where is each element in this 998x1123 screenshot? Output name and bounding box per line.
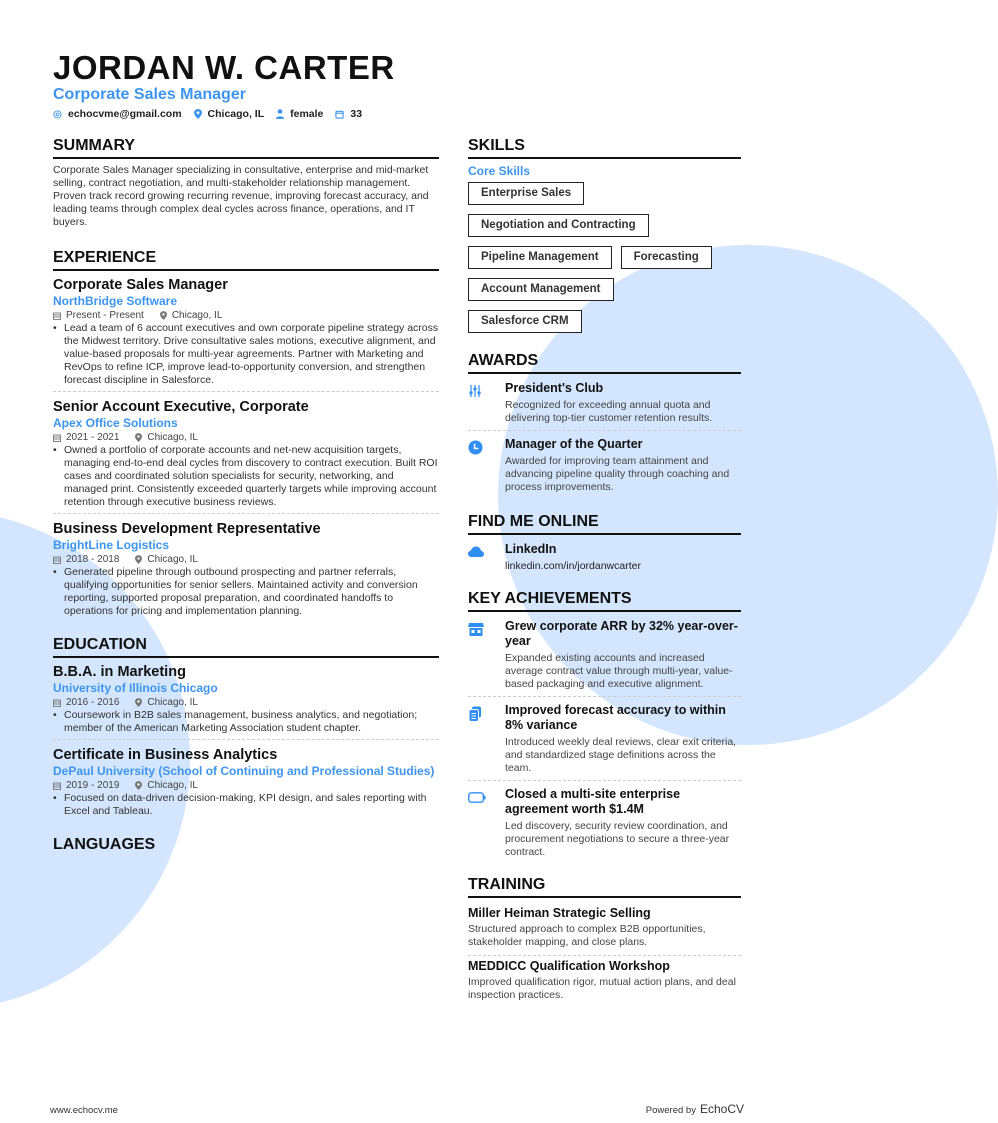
resume-header <box>53 50 395 120</box>
calendar-icon <box>53 782 61 790</box>
location-text: Chicago, IL <box>147 554 198 565</box>
education-meta <box>53 696 439 709</box>
education-location <box>135 696 198 709</box>
achievement-desc: Expanded existing accounts and increased average contract value through multi-year, value-based packaging and executive alignment. <box>505 652 733 690</box>
contact-email[interactable] <box>53 108 182 120</box>
award-entry <box>468 379 741 431</box>
achievements-section <box>468 590 741 864</box>
degree-title: Certificate in Business Analytics <box>53 747 278 763</box>
copy-document-icon <box>468 706 482 722</box>
training-heading: TRAINING <box>468 876 741 898</box>
skill-tag: Account Management <box>468 278 614 301</box>
gender-text: female <box>290 108 324 120</box>
email-text: echocvme@gmail.com <box>68 108 182 120</box>
training-entry <box>468 956 741 1008</box>
achievement-desc: Introduced weekly deal reviews, clear exit criteria, and standardized stage definitions across the team. <box>505 736 737 774</box>
linkedin-link[interactable]: linkedin.com/in/jordanwcarter <box>505 560 641 572</box>
awards-section <box>468 352 741 499</box>
location-pin-icon <box>194 109 202 119</box>
calendar-icon <box>53 434 61 442</box>
dates-text: 2018 - 2018 <box>66 554 120 565</box>
right-column <box>468 137 741 1022</box>
battery-icon <box>468 792 486 803</box>
job-title: Corporate Sales Manager <box>53 277 228 293</box>
award-title: Manager of the Quarter <box>505 437 643 451</box>
footer-powered-by[interactable] <box>646 1102 744 1116</box>
at-icon <box>53 110 62 119</box>
job-title: Business Development Representative <box>53 521 321 537</box>
training-title: Miller Heiman Strategic Selling <box>468 906 651 920</box>
award-desc: Awarded for improving team attainment and advancing pipeline quality through coaching and process improvements. <box>505 455 730 493</box>
awards-heading: AWARDS <box>468 352 741 374</box>
location-text: Chicago, IL <box>147 697 198 708</box>
education-section <box>53 636 439 822</box>
location-pin-icon <box>135 781 142 790</box>
experience-heading: EXPERIENCE <box>53 249 439 271</box>
contact-location <box>194 108 265 120</box>
skills-section <box>468 137 741 342</box>
education-bullet: • Coursework in B2B sales management, business analytics, and negotiation; member of the American Marketing Association student chapter. <box>53 709 439 735</box>
contact-gender <box>276 108 323 120</box>
summary-heading: SUMMARY <box>53 137 439 159</box>
experience-entry <box>53 276 439 392</box>
location-text: Chicago, IL <box>171 310 223 321</box>
powered-by-label: Powered by <box>645 1105 696 1116</box>
skill-tag: Enterprise Sales <box>468 182 584 205</box>
job-bullet: • Lead a team of 6 account executives and own corporate pipeline strategy across the Midwest territory. Drive consultative sales motions, executive alignment, and value-based proposals for multi-year agreements. Partner with Marketing and RevOps to refine ICP, improve lead-to-opportunity conversion, and strengthen forecast discipline in Salesforce. <box>53 322 439 386</box>
job-dates <box>53 431 119 444</box>
location-text: Chicago, IL <box>147 432 198 443</box>
location-pin-icon <box>135 698 142 707</box>
job-meta <box>53 309 439 322</box>
dates-text: Present - Present <box>66 310 144 321</box>
skill-tag: Pipeline Management <box>468 246 612 269</box>
award-entry <box>468 435 741 499</box>
school-name: DePaul University (School of Continuing and Professional Studies) <box>53 764 435 778</box>
bullet-text: Generated pipeline through outbound prospecting and partner referrals, qualifying opportunities for senior sellers. Maintained activity and conversion reporting, supported proposal preparation, and coordinated handoffs to operations for pricing and implementation planning. <box>64 566 418 617</box>
clock-icon <box>468 440 483 455</box>
education-heading: EDUCATION <box>53 636 439 658</box>
skill-tag: Salesforce CRM <box>468 310 582 333</box>
education-location <box>135 779 198 792</box>
left-column <box>53 137 439 853</box>
skills-heading: SKILLS <box>468 137 741 159</box>
age-text: 33 <box>350 108 363 120</box>
job-title: Senior Account Executive, Corporate <box>53 399 309 415</box>
location-pin-icon <box>135 555 142 564</box>
cloud-icon <box>468 546 484 558</box>
degree-title: B.B.A. in Marketing <box>53 664 186 680</box>
skill-tag: Negotiation and Contracting <box>468 214 649 237</box>
experience-entry <box>53 398 439 514</box>
education-bullet: • Focused on data-driven decision-making, KPI design, and sales reporting with Excel and Tableau. <box>53 792 439 818</box>
company-name: NorthBridge Software <box>53 294 178 308</box>
achievement-desc: Led discovery, security review coordination, and procurement negotiations to secure a three-year contract. <box>505 820 730 858</box>
dates-text: 2016 - 2016 <box>66 697 120 708</box>
location-text: Chicago, IL <box>147 780 198 791</box>
company-name: Apex Office Solutions <box>53 416 178 430</box>
job-dates <box>53 553 119 566</box>
job-dates <box>53 309 144 322</box>
award-desc: Recognized for exceeding annual quota and delivering top-tier customer retention results. <box>505 399 713 424</box>
training-title: MEDDICC Qualification Workshop <box>468 959 670 973</box>
job-meta <box>53 431 439 444</box>
training-section <box>468 876 741 1008</box>
achievement-entry <box>468 701 741 781</box>
calendar-icon <box>53 556 61 564</box>
bullet-text: Lead a team of 6 account executives and own corporate pipeline strategy across the Midwest territory. Drive consultative sales motions, executive alignment, and value-based proposals for multi-year agreements. Partner with Marketing and RevOps to refine ICP, improve lead-to-opportunity conversion, and strengthen forecast discipline in Salesforce. <box>64 322 439 386</box>
training-desc: Improved qualification rigor, mutual action plans, and deal inspection practices. <box>468 976 736 1001</box>
job-meta <box>53 553 439 566</box>
summary-section <box>53 137 439 229</box>
bullet-text: Coursework in B2B sales management, business analytics, and negotiation; member of the American Marketing Association student chapter. <box>64 709 418 734</box>
achievement-title: Improved forecast accuracy to within 8% variance <box>505 703 726 732</box>
candidate-name: JORDAN W. CARTER <box>53 49 395 86</box>
dates-text: 2019 - 2019 <box>66 780 120 791</box>
education-entry <box>53 746 439 822</box>
education-entry <box>53 663 439 740</box>
job-bullet: • Generated pipeline through outbound prospecting and partner referrals, qualifying opportunities for senior sellers. Maintained activity and conversion reporting, supported proposal preparation, and coordinated handoffs to operations for pricing and implementation planning. <box>53 566 439 618</box>
experience-entry <box>53 520 439 622</box>
footer-website[interactable]: www.echocv.me <box>50 1105 118 1116</box>
school-name: University of Illinois Chicago <box>53 681 218 695</box>
calendar-icon <box>335 110 344 119</box>
education-dates <box>53 779 119 792</box>
skill-tag: Forecasting <box>621 246 712 269</box>
online-entry[interactable] <box>468 540 741 578</box>
contact-age <box>335 108 362 120</box>
languages-heading: LANGUAGES <box>53 836 156 853</box>
skills-subheading: Core Skills <box>468 164 531 178</box>
calendar-icon <box>53 699 61 707</box>
achievement-title: Closed a multi-site enterprise agreement worth $1.4M <box>505 787 681 816</box>
store-icon <box>468 622 484 637</box>
brand-name: EchoCV <box>699 1102 744 1116</box>
bullet-text: Focused on data-driven decision-making, KPI design, and sales reporting with Excel and Tableau. <box>64 792 427 817</box>
location-text: Chicago, IL <box>207 108 265 120</box>
candidate-title: Corporate Sales Manager <box>53 86 246 103</box>
experience-section <box>53 249 439 622</box>
training-entry <box>468 903 741 956</box>
online-heading: FIND ME ONLINE <box>468 513 741 535</box>
job-bullet: • Owned a portfolio of corporate accounts and net-new acquisition targets, managing end-to-end deal cycles from discovery to contract execution. Built ROI cases and coordinated solution specialists for security, networking, and managed print. Consistently exceeded quarterly targets while improving account retention through executive business reviews. <box>53 444 438 508</box>
achievement-entry <box>468 617 741 697</box>
achievement-title: Grew corporate ARR by 32% year-over-year <box>505 619 738 648</box>
award-title: President's Club <box>505 381 604 395</box>
job-location <box>160 309 223 322</box>
person-icon <box>276 109 284 119</box>
location-pin-icon <box>160 311 167 320</box>
achievements-heading: KEY ACHIEVEMENTS <box>468 590 741 612</box>
skill-tags <box>468 182 741 342</box>
job-location <box>135 431 198 444</box>
education-dates <box>53 696 119 709</box>
job-location <box>135 553 198 566</box>
training-desc: Structured approach to complex B2B opportunities, stakeholder mapping, and close plans. <box>468 923 706 948</box>
languages-heading-clipped <box>53 836 439 853</box>
summary-text: Corporate Sales Manager specializing in consultative, enterprise and mid-market selling, contract negotiation, and multi-stakeholder relationship management. Proven track record growing recurring revenue, improving forecast accuracy, and leading teams through complex deal cycles across finance, operations, and IT buyers. <box>53 164 429 228</box>
company-name: BrightLine Logistics <box>53 538 170 552</box>
bullet-text: Owned a portfolio of corporate accounts and net-new acquisition targets, managing end-to-end deal cycles from discovery to contract execution. Built ROI cases and coordinated solution specialists for security, networking, and managed print. Consistently exceeded quarterly targets while improving account retention through executive business reviews. <box>64 444 438 508</box>
sliders-icon <box>468 384 482 398</box>
contact-bar <box>53 108 395 120</box>
online-section <box>468 513 741 578</box>
location-pin-icon <box>135 433 142 442</box>
education-meta <box>53 779 439 792</box>
calendar-icon <box>53 312 61 320</box>
online-title: LinkedIn <box>505 542 557 556</box>
achievement-entry <box>468 785 741 864</box>
dates-text: 2021 - 2021 <box>66 432 120 443</box>
